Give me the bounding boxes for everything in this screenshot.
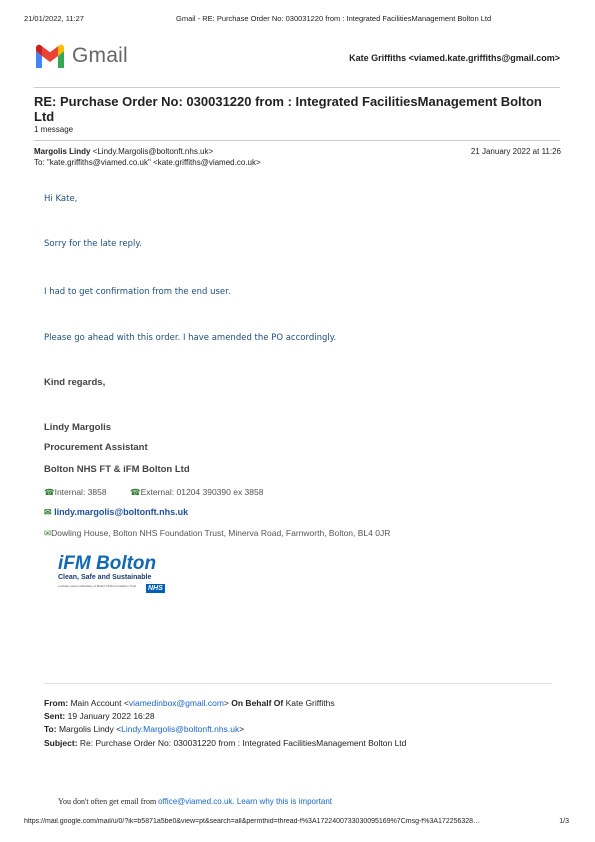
ifm-logo-main: iFM Bolton [58, 553, 157, 574]
ifm-logo-tagline: Clean, Safe and Sustainable [58, 574, 152, 581]
sender-email: <Lindy.Margolis@boltonft.nhs.uk> [92, 147, 214, 156]
quoted-sent-label: Sent: [44, 711, 66, 721]
signature-email[interactable] [44, 507, 188, 518]
signature-role: Procurement Assistant [44, 442, 148, 453]
quoted-from-email[interactable]: viamedinbox@gmail.com [128, 698, 224, 708]
quoted-behalf-name: Kate Griffiths [285, 698, 335, 708]
account-label: Kate Griffiths <viamed.kate.griffiths@gmail.com> [349, 53, 560, 63]
gmail-logo-text: Gmail [72, 44, 128, 67]
thread-subject: RE: Purchase Order No: 030031220 from : Integrated FacilitiesManagement Bolton Ltd [34, 94, 542, 124]
quoted-from-close: > [223, 698, 229, 708]
quoted-subject-label: Subject: [44, 738, 78, 748]
address-icon: ✉ [44, 528, 52, 538]
divider [34, 87, 560, 88]
signature-address [44, 528, 390, 539]
ifm-bolton-logo [58, 554, 176, 596]
print-datetime: 21/01/2022, 11:27 [24, 14, 84, 23]
phone-icon: ☎ [130, 487, 141, 497]
quoted-subject-value: Re: Purchase Order No: 030031220 from : Integrated FacilitiesManagement Bolton Ltd [79, 738, 407, 748]
learn-why-link[interactable]: . Learn why this is important [232, 797, 333, 806]
page-number: 1/3 [559, 818, 569, 825]
external-note-text: You don't often get email from [58, 797, 157, 806]
quoted-to-email[interactable]: Lindy.Margolis@boltonft.nhs.uk [121, 724, 240, 734]
quoted-to-label: To: [44, 724, 57, 734]
sender-name: Margolis Lindy [34, 147, 91, 156]
recipient: To: "kate.griffiths@viamed.co.uk" <kate.griffiths@viamed.co.uk> [34, 158, 261, 167]
phone-icon: ☎ [44, 487, 55, 497]
signature-name: Lindy Margolis [44, 422, 112, 433]
greeting: Hi Kate, [44, 194, 78, 204]
print-url: https://mail.google.com/mail/u/0/?ik=b5871a5be0&view=pt&search=all&permthid=thread-f%3A1722400733030095169%7Cmsg-f%3A172256328… [24, 818, 481, 825]
quoted-to-name: Margolis Lindy < [58, 724, 122, 734]
message-date: 21 January 2022 at 11:26 [470, 147, 561, 156]
external-note-email[interactable]: office@viamed.co.uk [158, 797, 233, 806]
quoted-sent [44, 710, 155, 724]
sender [34, 147, 213, 156]
message-count: 1 message [34, 125, 74, 134]
gmail-logo-icon [34, 44, 66, 68]
divider [44, 683, 552, 684]
regards: Kind regards, [44, 377, 106, 388]
internal-phone [44, 487, 107, 498]
signature-email-link[interactable]: lindy.margolis@boltonft.nhs.uk [54, 507, 189, 517]
signature-org: Bolton NHS FT & iFM Bolton Ltd [44, 464, 190, 475]
quoted-subject [44, 737, 406, 751]
internal-phone-text: Internal: 3858 [54, 487, 107, 497]
signature-address-text: Dowling House, Bolton NHS Foundation Trust, Minerva Road, Farnworth, Bolton, BL4 0JR [51, 528, 391, 538]
email-icon: ✉ [44, 507, 52, 517]
quoted-to [44, 723, 244, 737]
print-title: Gmail - RE: Purchase Order No: 030031220 from : Integrated FacilitiesManagement Bolton Ltd [176, 14, 492, 23]
quoted-from [44, 697, 335, 711]
body-line: I had to get confirmation from the end user. [44, 287, 231, 297]
ifm-logo-small: a wholly owned subsidiary of Bolton NHS Foundation Trust [58, 584, 137, 588]
quoted-behalf-label: On Behalf Of [231, 698, 284, 708]
body-line: Please go ahead with this order. I have amended the PO accordingly. [44, 333, 337, 343]
nhs-logo: NHS [148, 585, 163, 592]
quoted-from-label: From: [44, 698, 69, 708]
quoted-sent-value: 19 January 2022 16:28 [67, 711, 155, 721]
external-phone-text: External: 01204 390390 ex 3858 [140, 487, 264, 497]
external-phone [130, 487, 263, 498]
external-sender-note [58, 797, 332, 806]
divider [34, 140, 560, 141]
quoted-from-name: Main Account < [70, 698, 129, 708]
body-line: Sorry for the late reply. [44, 239, 142, 249]
quoted-to-close: > [239, 724, 245, 734]
